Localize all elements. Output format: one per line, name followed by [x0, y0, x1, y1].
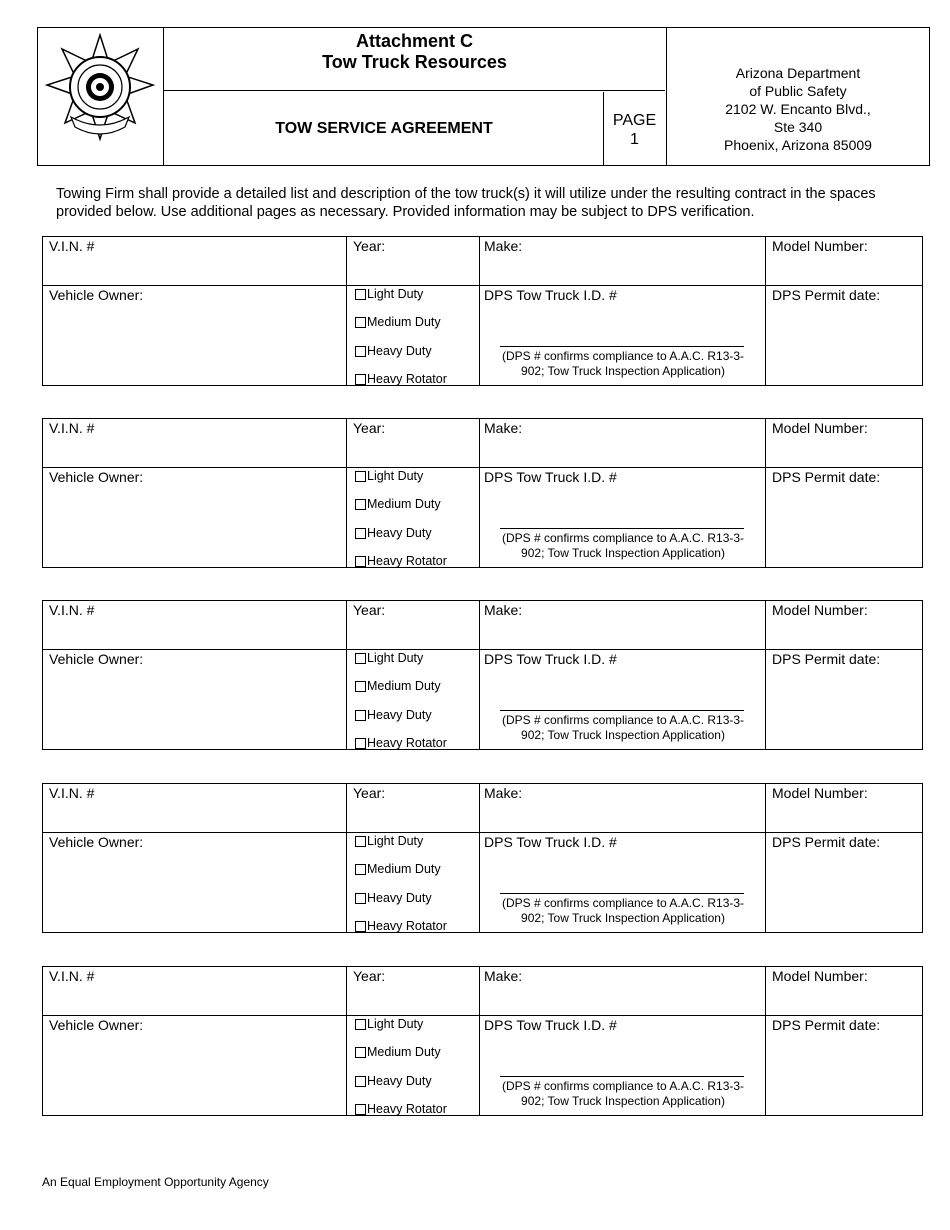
dps-id-label: DPS Tow Truck I.D. # — [484, 1017, 617, 1033]
medium-duty-checkbox[interactable] — [355, 499, 366, 510]
light-duty-checkbox[interactable] — [355, 289, 366, 300]
dps-note-line-2: 902; Tow Truck Inspection Application) — [521, 364, 725, 378]
dps-id-label: DPS Tow Truck I.D. # — [484, 834, 617, 850]
year-label: Year: — [353, 785, 386, 801]
heavy-rotator-label: Heavy Rotator — [367, 554, 447, 568]
dps-tow-truck-id-field[interactable] — [479, 467, 765, 567]
heavy-duty-label: Heavy Duty — [367, 891, 432, 905]
medium-duty-label: Medium Duty — [367, 862, 441, 876]
dps-note-line-1: (DPS # confirms compliance to A.A.C. R13-3- — [501, 713, 745, 727]
dps-note-line-1: (DPS # confirms compliance to A.A.C. R13-3- — [501, 1079, 745, 1093]
heavy-duty-checkbox[interactable] — [355, 893, 366, 904]
footer-note: An Equal Employment Opportunity Agency — [42, 1175, 269, 1189]
dps-id-signature-line — [500, 528, 744, 529]
vehicle-owner-field[interactable] — [43, 832, 346, 932]
dps-permit-date-label: DPS Permit date: — [772, 834, 881, 850]
heavy-rotator-checkbox[interactable] — [355, 738, 366, 749]
year-label: Year: — [353, 420, 386, 436]
make-label: Make: — [484, 602, 523, 618]
medium-duty-option[interactable] — [355, 679, 441, 693]
light-duty-option[interactable] — [355, 651, 423, 665]
model-number-field[interactable] — [765, 419, 922, 467]
title-line-1: Attachment C — [355, 31, 473, 51]
year-field[interactable] — [346, 784, 479, 832]
vin-field[interactable] — [43, 967, 346, 1015]
title-line-2: Tow Truck Resources — [322, 52, 507, 72]
vin-label: V.I.N. # — [49, 968, 95, 984]
model-number-label: Model Number: — [772, 968, 868, 984]
medium-duty-label: Medium Duty — [367, 497, 441, 511]
heavy-rotator-checkbox[interactable] — [355, 374, 366, 385]
dps-id-signature-line — [500, 346, 744, 347]
vin-label: V.I.N. # — [49, 785, 95, 801]
heavy-rotator-option[interactable] — [355, 736, 447, 750]
medium-duty-label: Medium Duty — [367, 679, 441, 693]
light-duty-checkbox[interactable] — [355, 471, 366, 482]
heavy-rotator-option[interactable] — [355, 372, 447, 386]
truck-entry — [42, 236, 923, 386]
vehicle-owner-label: Vehicle Owner: — [49, 651, 144, 667]
medium-duty-checkbox[interactable] — [355, 864, 366, 875]
heavy-rotator-checkbox[interactable] — [355, 921, 366, 932]
light-duty-option[interactable] — [355, 469, 423, 483]
vin-field[interactable] — [43, 784, 346, 832]
vehicle-owner-field[interactable] — [43, 1015, 346, 1115]
model-number-field[interactable] — [765, 601, 922, 649]
dps-permit-date-field[interactable] — [765, 649, 922, 749]
instructions-text: Towing Firm shall provide a detailed list and description of the tow truck(s) it will utilize under the resulting contract in the spaces provided below. Use additional pages as necessary. Provided information may be subject to DPS verification. — [56, 186, 876, 220]
vehicle-owner-label: Vehicle Owner: — [49, 834, 144, 850]
make-label: Make: — [484, 238, 523, 254]
dps-compliance-note — [480, 531, 766, 561]
heavy-rotator-checkbox[interactable] — [355, 556, 366, 567]
vin-field[interactable] — [43, 237, 346, 285]
duty-class-group — [346, 649, 479, 749]
heavy-rotator-option[interactable] — [355, 919, 447, 933]
medium-duty-checkbox[interactable] — [355, 1047, 366, 1058]
vehicle-owner-field[interactable] — [43, 467, 346, 567]
address-line-4: Ste 340 — [773, 119, 823, 135]
heavy-duty-checkbox[interactable] — [355, 710, 366, 721]
heavy-rotator-label: Heavy Rotator — [367, 919, 447, 933]
dps-id-label: DPS Tow Truck I.D. # — [484, 287, 617, 303]
heavy-rotator-label: Heavy Rotator — [367, 372, 447, 386]
light-duty-checkbox[interactable] — [355, 1019, 366, 1030]
truck-entry — [42, 600, 923, 750]
light-duty-label: Light Duty — [367, 287, 424, 301]
dps-permit-date-field[interactable] — [765, 467, 922, 567]
agency-address — [666, 28, 929, 165]
heavy-duty-checkbox[interactable] — [355, 346, 366, 357]
duty-class-group — [346, 467, 479, 567]
make-field[interactable] — [479, 967, 765, 1015]
year-label: Year: — [353, 968, 386, 984]
dps-tow-truck-id-field[interactable] — [479, 1015, 765, 1115]
duty-class-group — [346, 285, 479, 385]
dps-note-line-2: 902; Tow Truck Inspection Application) — [521, 911, 725, 925]
heavy-duty-label: Heavy Duty — [367, 1074, 432, 1088]
address-line-1: Arizona Department — [735, 65, 861, 81]
duty-class-group — [346, 1015, 479, 1115]
dps-permit-date-field[interactable] — [765, 832, 922, 932]
heavy-duty-option[interactable] — [355, 891, 432, 905]
address-line-2: of Public Safety — [749, 83, 847, 99]
year-field[interactable] — [346, 419, 479, 467]
dps-id-label: DPS Tow Truck I.D. # — [484, 469, 617, 485]
heavy-duty-label: Heavy Duty — [367, 708, 432, 722]
page-label: PAGE — [612, 112, 657, 129]
heavy-duty-option[interactable] — [355, 1074, 432, 1088]
medium-duty-option[interactable] — [355, 497, 441, 511]
year-label: Year: — [353, 602, 386, 618]
light-duty-label: Light Duty — [367, 834, 424, 848]
dps-permit-date-label: DPS Permit date: — [772, 651, 881, 667]
medium-duty-checkbox[interactable] — [355, 317, 366, 328]
dps-id-signature-line — [500, 893, 744, 894]
year-label: Year: — [353, 238, 386, 254]
medium-duty-option[interactable] — [355, 315, 441, 329]
make-field[interactable] — [479, 601, 765, 649]
dps-compliance-note — [480, 1079, 766, 1109]
dps-tow-truck-id-field[interactable] — [479, 285, 765, 385]
address-line-3: 2102 W. Encanto Blvd., — [725, 101, 871, 117]
dps-compliance-note — [480, 713, 766, 743]
page-number: 1 — [630, 131, 639, 148]
dps-id-signature-line — [500, 1076, 744, 1077]
heavy-rotator-option[interactable] — [355, 554, 447, 568]
vin-label: V.I.N. # — [49, 420, 95, 436]
medium-duty-checkbox[interactable] — [355, 681, 366, 692]
light-duty-checkbox[interactable] — [355, 836, 366, 847]
heavy-duty-option[interactable] — [355, 526, 432, 540]
dps-tow-truck-id-field[interactable] — [479, 832, 765, 932]
light-duty-label: Light Duty — [367, 469, 424, 483]
heavy-duty-checkbox[interactable] — [355, 528, 366, 539]
dps-note-line-2: 902; Tow Truck Inspection Application) — [521, 728, 725, 742]
make-field[interactable] — [479, 784, 765, 832]
vehicle-owner-label: Vehicle Owner: — [49, 287, 144, 303]
light-duty-option[interactable] — [355, 834, 423, 848]
dps-note-line-2: 902; Tow Truck Inspection Application) — [521, 1094, 725, 1108]
dps-note-line-1: (DPS # confirms compliance to A.A.C. R13-3- — [501, 531, 745, 545]
dps-star-badge-icon — [43, 33, 157, 145]
light-duty-label: Light Duty — [367, 651, 424, 665]
heavy-duty-option[interactable] — [355, 344, 432, 358]
dps-id-signature-line — [500, 710, 744, 711]
model-number-label: Model Number: — [772, 785, 868, 801]
attachment-title — [164, 28, 665, 91]
vin-field[interactable] — [43, 601, 346, 649]
model-number-field[interactable] — [765, 237, 922, 285]
make-label: Make: — [484, 420, 523, 436]
heavy-duty-label: Heavy Duty — [367, 344, 432, 358]
medium-duty-label: Medium Duty — [367, 1045, 441, 1059]
vin-label: V.I.N. # — [49, 238, 95, 254]
model-number-field[interactable] — [765, 967, 922, 1015]
model-number-label: Model Number: — [772, 602, 868, 618]
dps-permit-date-label: DPS Permit date: — [772, 287, 881, 303]
heavy-rotator-option[interactable] — [355, 1102, 447, 1116]
dps-permit-date-label: DPS Permit date: — [772, 1017, 881, 1033]
vehicle-owner-label: Vehicle Owner: — [49, 469, 144, 485]
page-indicator — [603, 92, 665, 165]
light-duty-option[interactable] — [355, 1017, 423, 1031]
dps-compliance-note — [480, 896, 766, 926]
make-label: Make: — [484, 785, 523, 801]
heavy-duty-checkbox[interactable] — [355, 1076, 366, 1087]
heavy-duty-label: Heavy Duty — [367, 526, 432, 540]
truck-entry — [42, 418, 923, 568]
dps-permit-date-label: DPS Permit date: — [772, 469, 881, 485]
heavy-rotator-label: Heavy Rotator — [367, 1102, 447, 1116]
dps-note-line-1: (DPS # confirms compliance to A.A.C. R13-3- — [501, 349, 745, 363]
model-number-label: Model Number: — [772, 238, 868, 254]
light-duty-option[interactable] — [355, 287, 423, 301]
logo-cell — [38, 28, 164, 165]
vin-label: V.I.N. # — [49, 602, 95, 618]
model-number-field[interactable] — [765, 784, 922, 832]
year-field[interactable] — [346, 601, 479, 649]
dps-permit-date-field[interactable] — [765, 1015, 922, 1115]
vehicle-owner-field[interactable] — [43, 649, 346, 749]
medium-duty-option[interactable] — [355, 1045, 441, 1059]
dps-note-line-2: 902; Tow Truck Inspection Application) — [521, 546, 725, 560]
heavy-rotator-checkbox[interactable] — [355, 1104, 366, 1115]
agreement-title: TOW SERVICE AGREEMENT — [275, 119, 493, 137]
truck-entry — [42, 783, 923, 933]
dps-compliance-note — [480, 349, 766, 379]
make-field[interactable] — [479, 237, 765, 285]
model-number-label: Model Number: — [772, 420, 868, 436]
vin-field[interactable] — [43, 419, 346, 467]
truck-entry — [42, 966, 923, 1116]
vehicle-owner-field[interactable] — [43, 285, 346, 385]
medium-duty-option[interactable] — [355, 862, 441, 876]
form-header — [37, 27, 930, 166]
medium-duty-label: Medium Duty — [367, 315, 441, 329]
dps-id-label: DPS Tow Truck I.D. # — [484, 651, 617, 667]
year-field[interactable] — [346, 237, 479, 285]
heavy-rotator-label: Heavy Rotator — [367, 736, 447, 750]
vehicle-owner-label: Vehicle Owner: — [49, 1017, 144, 1033]
heavy-duty-option[interactable] — [355, 708, 432, 722]
year-field[interactable] — [346, 967, 479, 1015]
make-field[interactable] — [479, 419, 765, 467]
address-line-5: Phoenix, Arizona 85009 — [724, 137, 872, 153]
light-duty-checkbox[interactable] — [355, 653, 366, 664]
make-label: Make: — [484, 968, 523, 984]
dps-permit-date-field[interactable] — [765, 285, 922, 385]
dps-tow-truck-id-field[interactable] — [479, 649, 765, 749]
dps-note-line-1: (DPS # confirms compliance to A.A.C. R13-3- — [501, 896, 745, 910]
duty-class-group — [346, 832, 479, 932]
light-duty-label: Light Duty — [367, 1017, 424, 1031]
